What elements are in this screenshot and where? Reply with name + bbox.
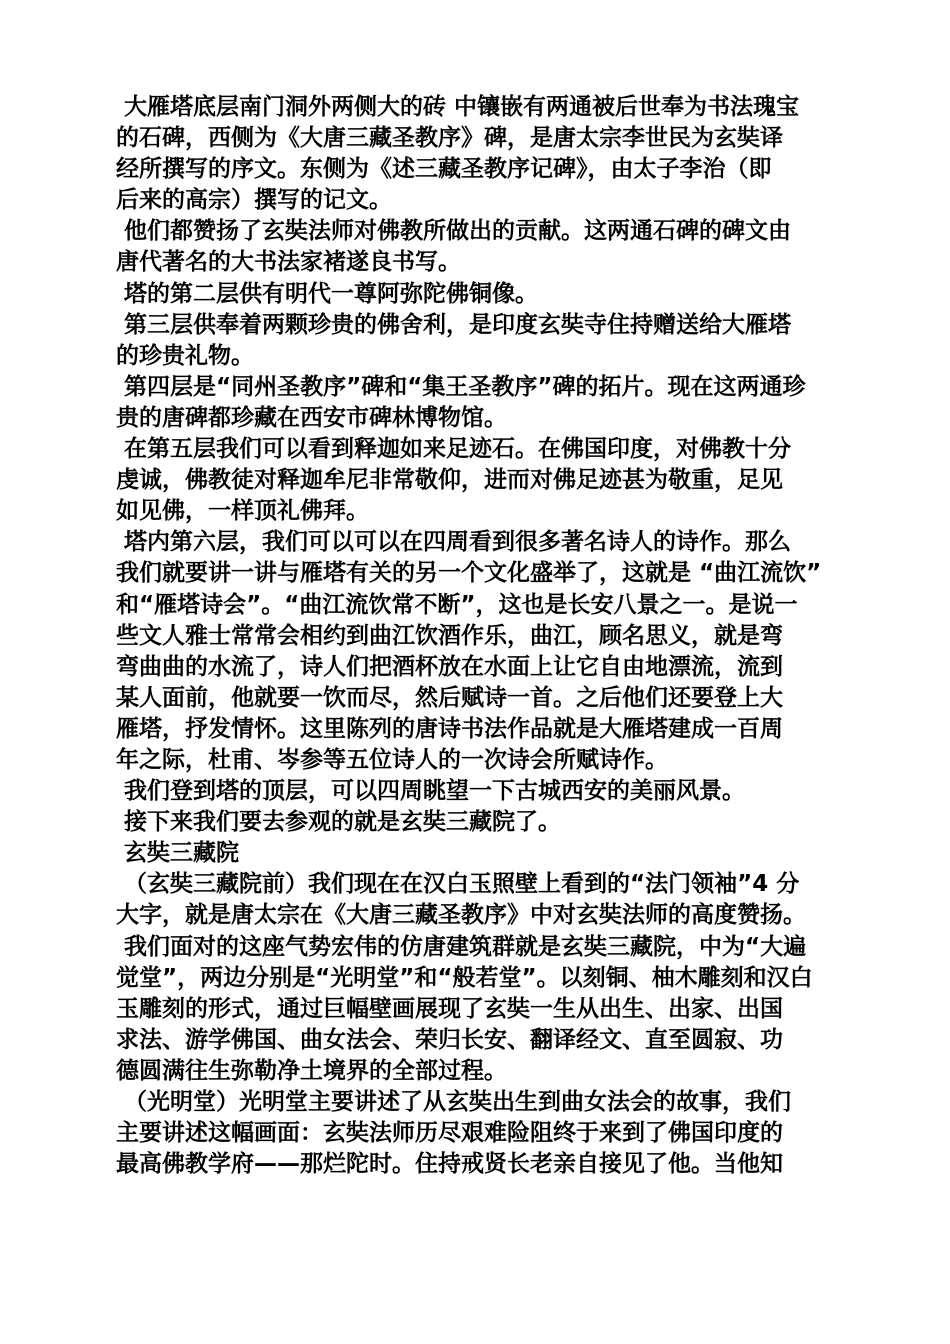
- text-line: 虔诚，佛教徒对释迦牟尼非常敬仰，进而对佛足迹甚为敬重，足见: [116, 467, 783, 494]
- text-line: 些文人雅士常常会相约到曲江饮酒作乐，曲江，顾名思义，就是弯: [116, 622, 783, 649]
- text-line: 我们面对的这座气势宏伟的仿唐建筑群就是玄奘三藏院，中为“大遍: [116, 933, 807, 960]
- text-line: 我们就要讲一讲与雁塔有关的另一个文化盛举了，这就是 “曲江流饮”: [116, 560, 822, 587]
- paragraph: [116, 434, 832, 527]
- paragraph: [116, 1087, 832, 1180]
- text-line: 和“雁塔诗会”。“曲江流饮常不断”，这也是长安八景之一。是说一: [116, 591, 798, 618]
- text-line: （玄奘三藏院前）我们现在在汉白玉照壁上看到的“法门领袖”4 分: [116, 871, 800, 898]
- text-line: 他们都赞扬了玄奘法师对佛教所做出的贡献。这两通石碑的碑文由: [116, 218, 792, 245]
- paragraph: [116, 807, 832, 838]
- text-line: （光明堂）光明堂主要讲述了从玄奘出生到曲女法会的故事，我们: [116, 1089, 792, 1115]
- text-line: 某人面前，他就要一饮而尽，然后赋诗一首。之后他们还要登上大: [116, 684, 783, 711]
- paragraph: [116, 279, 832, 310]
- text-line: 第三层供奉着两颗珍贵的佛舍利，是印度玄奘寺住持赠送给大雁塔: [116, 311, 792, 338]
- paragraph: [116, 932, 832, 1087]
- text-line: 主要讲述这幅画面：玄奘法师历尽艰难险阻终于来到了佛国印度的: [116, 1120, 783, 1147]
- text-line: 的珍贵礼物。: [116, 342, 254, 369]
- text-line: 德圆满往生弥勒净土境界的全部过程。: [116, 1057, 507, 1084]
- text-line: 贵的唐碑都珍藏在西安市碑林博物馆。: [116, 404, 507, 431]
- text-line: 最高佛教学府——那烂陀时。住持戒贤长老亲自接见了他。当他知: [116, 1151, 783, 1178]
- text-line: 唐代著名的大书法家褚遂良书写。: [116, 249, 461, 276]
- text-line: 塔内第六层，我们可以可以在四周看到很多著名诗人的诗作。那么: [116, 529, 792, 556]
- text-line: 后来的高宗）撰写的记文。: [116, 187, 392, 214]
- text-line: 玄奘三藏院: [116, 840, 240, 867]
- text-line: 我们登到塔的顶层，可以四周眺望一下古城西安的美丽风景。: [116, 778, 746, 805]
- body-text: [116, 92, 832, 1180]
- paragraph: [116, 216, 832, 278]
- paragraph: [116, 92, 832, 216]
- paragraph: [116, 776, 832, 807]
- text-line: 觉堂”，两边分别是“光明堂”和“般若堂”。以刻铜、柚木雕刻和汉白: [116, 964, 813, 991]
- paragraph: [116, 869, 832, 931]
- text-line: 接下来我们要去参观的就是玄奘三藏院了。: [116, 809, 562, 836]
- paragraph: [116, 372, 832, 434]
- text-line: 大字，就是唐太宗在《大唐三藏圣教序》中对玄奘法师的高度赞扬。: [116, 902, 806, 929]
- paragraph: [116, 838, 832, 869]
- text-line: 塔的第二层供有明代一尊阿弥陀佛铜像。: [116, 280, 539, 307]
- text-line: 大雁塔底层南门洞外两侧大的砖 中镶嵌有两通被后世奉为书法瑰宝: [116, 94, 800, 120]
- paragraph: [116, 527, 832, 776]
- text-line: 在第五层我们可以看到释迦如来足迹石。在佛国印度，对佛教十分: [116, 436, 792, 463]
- text-line: 弯曲曲的水流了，诗人们把酒杯放在水面上让它自由地漂流，流到: [116, 653, 783, 680]
- text-line: 第四层是“同州圣教序”碑和“集王圣教序”碑的拓片。现在这两通珍: [116, 373, 806, 400]
- text-line: 经所撰写的序文。东侧为《述三藏圣教序记碑》，由太子李治（即: [116, 156, 772, 183]
- text-line: 年之际，杜甫、岑参等五位诗人的一次诗会所赋诗作。: [116, 746, 668, 773]
- text-line: 的石碑，西侧为《大唐三藏圣教序》碑，是唐太宗李世民为玄奘译: [116, 125, 783, 152]
- text-line: 玉雕刻的形式，通过巨幅壁画展现了玄奘一生从出生、出家、出国: [116, 995, 783, 1022]
- text-line: 雁塔，抒发情怀。这里陈列的唐诗书法作品就是大雁塔建成一百周: [116, 715, 783, 742]
- text-line: 如见佛，一样顶礼佛拜。: [116, 498, 369, 525]
- text-line: 求法、游学佛国、曲女法会、荣归长安、翻译经文、直至圆寂、功: [116, 1026, 783, 1053]
- paragraph: [116, 310, 832, 372]
